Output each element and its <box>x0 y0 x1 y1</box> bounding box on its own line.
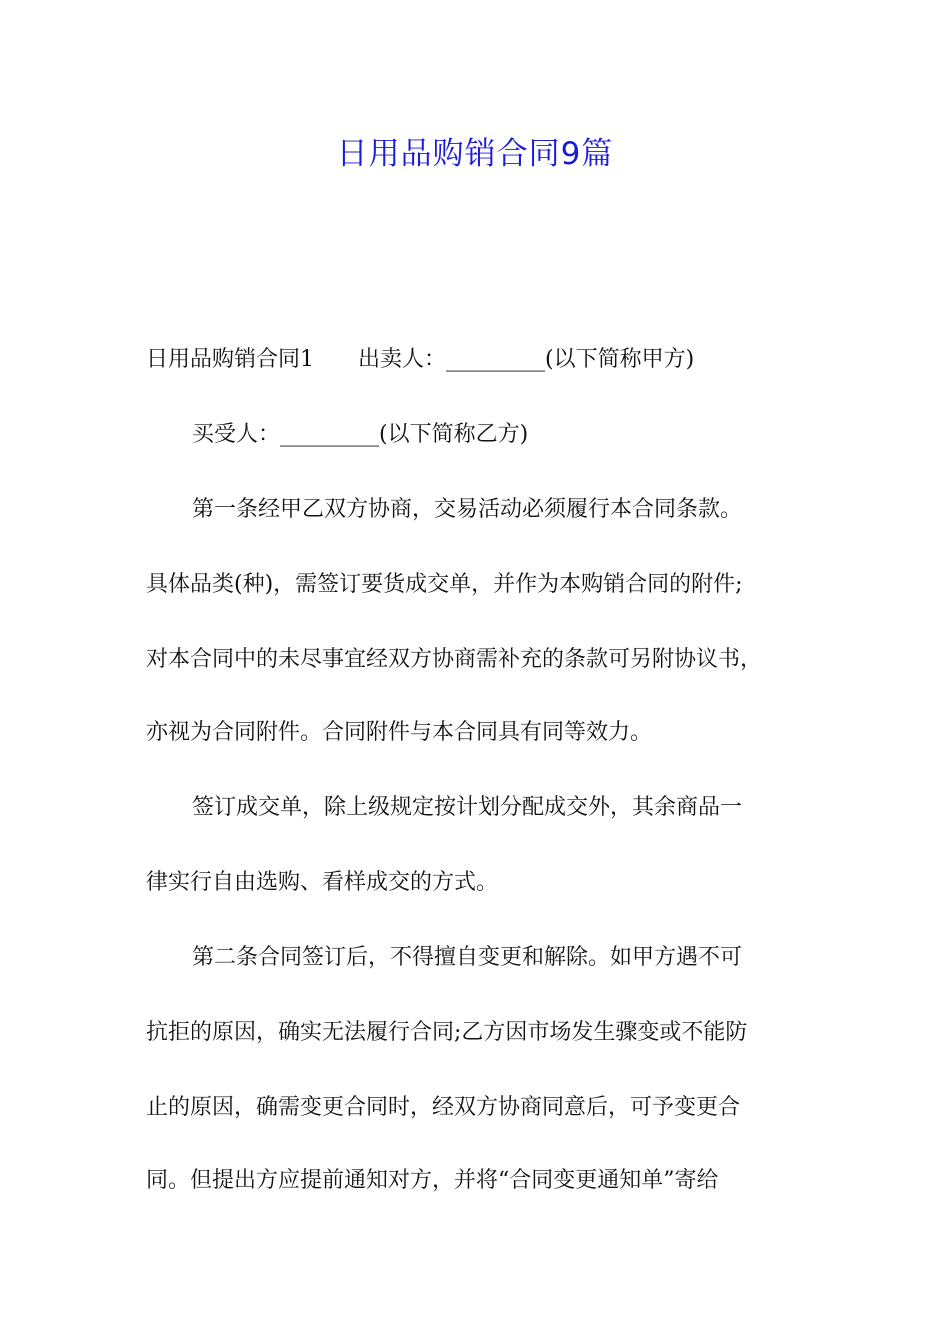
paragraph-line: 亦视为合同附件。合同附件与本合同具有同等效力。 <box>146 720 653 745</box>
paragraph-line: 律实行自由选购、看样成交的方式。 <box>146 870 499 895</box>
paragraph-line: 同。但提出方应提前通知对方，并将“合同变更通知单”寄给 <box>146 1168 719 1193</box>
paragraph-line: 止的原因，确需变更合同时，经双方协商同意后，可予变更合 <box>146 1095 741 1120</box>
contract-heading: 日用品购销合同1 <box>146 347 314 372</box>
paragraph-line: 对本合同中的未尽事宜经双方协商需补充的条款可另附协议书， <box>146 647 763 672</box>
paragraph-line <box>146 345 694 375</box>
paragraph-line: 抗拒的原因，确实无法履行合同;乙方因市场发生骤变或不能防 <box>146 1020 748 1045</box>
buyer-line: 买受人：_________(以下简称乙方) <box>192 422 529 447</box>
paragraph-line: 具体品类(种)，需签订要货成交单，并作为本购销合同的附件; <box>146 572 743 597</box>
paragraph-line: 签订成交单，除上级规定按计划分配成交外，其余商品一 <box>192 795 743 820</box>
paragraph-line: 第二条合同签订后，不得擅自变更和解除。如甲方遇不可 <box>192 945 743 970</box>
seller-line: 出卖人：_________(以下简称甲方) <box>358 347 695 372</box>
document-title: 日用品购销合同9篇 <box>336 136 614 172</box>
paragraph-line: 第一条经甲乙双方协商，交易活动必须履行本合同条款。 <box>192 497 743 522</box>
